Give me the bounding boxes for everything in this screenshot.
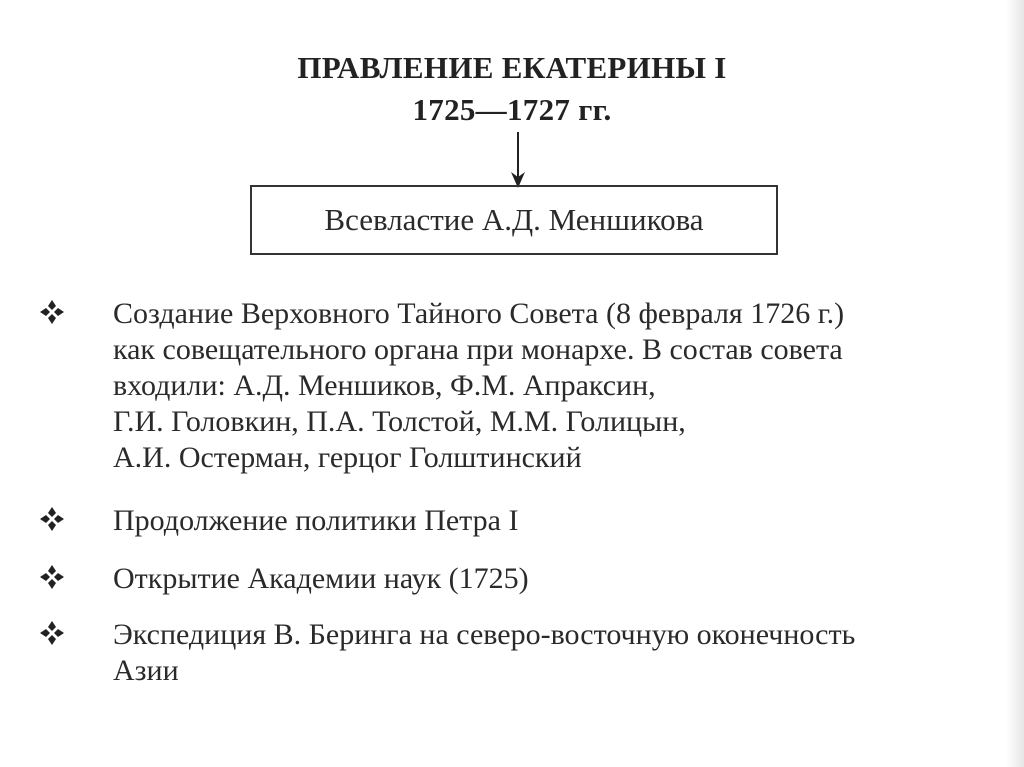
list-item-text — [113, 561, 998, 597]
four-diamond-bullet-icon — [38, 619, 68, 649]
list-item-line: входили: А.Д. Меншиков, Ф.М. Апраксин, — [113, 369, 656, 402]
four-diamond-bullet-icon — [38, 298, 68, 328]
list-item-text — [113, 503, 998, 539]
page-title: ПРАВЛЕНИЕ ЕКАТЕРИНЫ I — [297, 50, 727, 85]
list-item-line: Открытие Академии наук (1725) — [113, 562, 529, 595]
list-item-line: Экспедиция В. Беринга на северо-восточную оконечность — [113, 618, 856, 651]
four-diamond-bullet-icon — [38, 505, 68, 535]
list-item-text — [113, 617, 998, 689]
list-item-line: Продолжение политики Петра I — [113, 504, 519, 537]
list-item-line: Создание Верховного Тайного Совета (8 февраля 1726 г.) — [113, 297, 845, 330]
list-item-line: Азии — [113, 654, 179, 687]
list-item-line: Г.И. Головкин, П.А. Толстой, М.М. Голицын, — [113, 405, 686, 438]
page-subtitle-years: 1725—1727 гг. — [412, 92, 612, 127]
menshikov-power-box: Всевластие А.Д. Меншикова — [250, 185, 778, 255]
list-item-text — [113, 296, 998, 476]
list-item-line: А.И. Остерман, герцог Голштинский — [113, 441, 582, 474]
four-diamond-bullet-icon — [38, 563, 68, 593]
list-item-line: как совещательного органа при монархе. В состав совета — [113, 333, 843, 366]
